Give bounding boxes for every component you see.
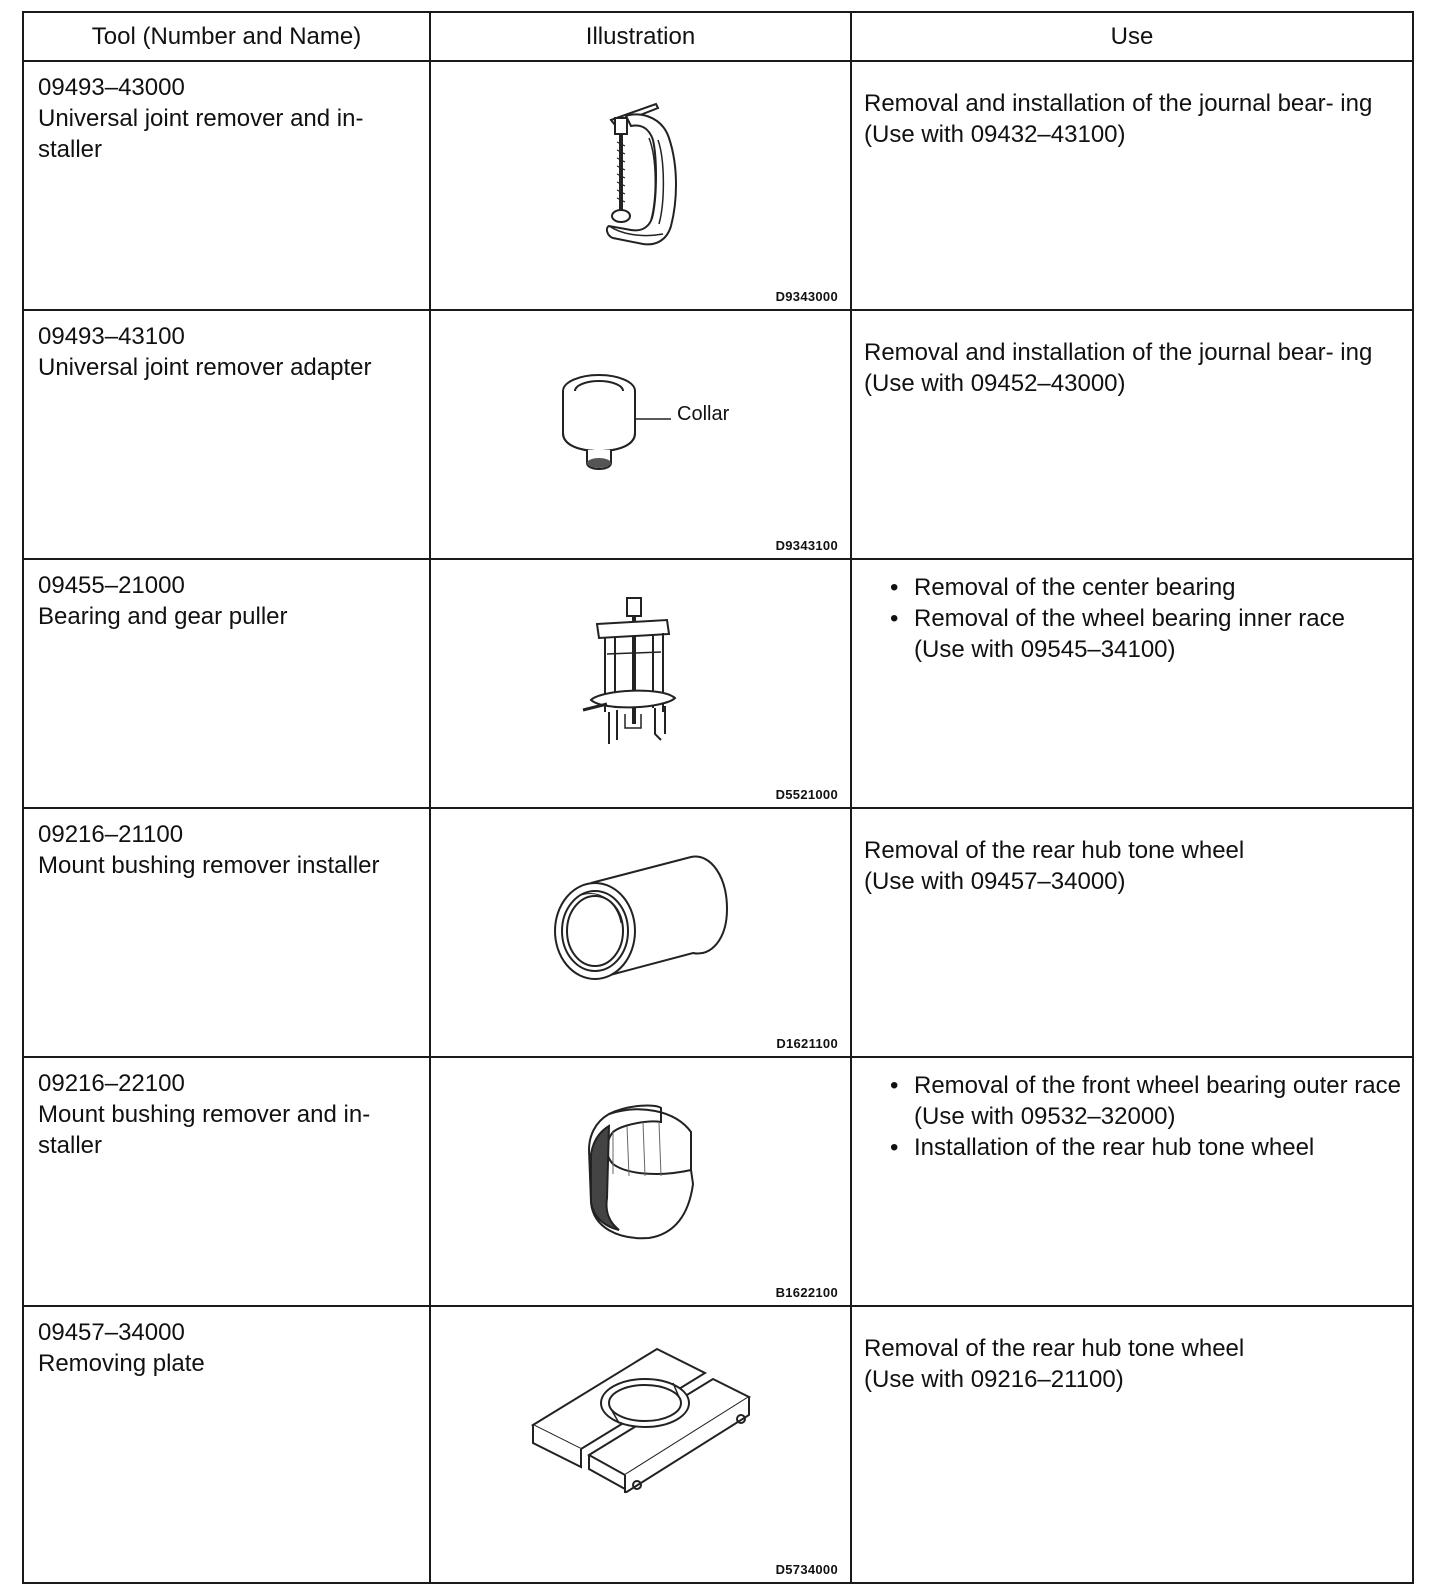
illustration-code: D5521000 [775,787,838,802]
gear-puller-icon [581,594,681,754]
split-plate-icon [527,1343,757,1493]
table-row [23,61,1413,310]
tool-cell [23,559,430,808]
use-text: Removal of the rear hub tone wheel [864,1335,1245,1362]
use-text: Removal and installation of the journal bear- ing [864,90,1373,117]
use-note: (Use with 09457–34000) [864,868,1126,895]
use-cell [851,1057,1413,1306]
illustration-cell [430,1306,851,1583]
adapter-collar-icon [559,371,679,471]
tool-name: Mount bushing remover installer [38,852,380,879]
use-bullet [888,1070,1402,1132]
header-illustration: Illustration [430,12,851,61]
illustration-cell [430,808,851,1057]
use-cell [851,310,1413,559]
header-use: Use [851,12,1413,61]
illustration-code: D5734000 [775,1562,838,1577]
tool-cell [23,1057,430,1306]
use-note: (Use with 09532–32000) [914,1103,1176,1130]
use-bullet-text: Removal of the front wheel bearing outer race [914,1072,1401,1099]
table-row [23,808,1413,1057]
use-note: (Use with 09545–34100) [914,636,1176,663]
use-cell [851,559,1413,808]
cut-bushing-icon [579,1102,709,1242]
illustration-code: D9343100 [775,538,838,553]
tool-cell [23,1306,430,1583]
tool-cell [23,310,430,559]
tool-number: 09216–22100 [38,1070,185,1097]
illustration-cell [430,310,851,559]
use-bullet [888,1132,1402,1163]
tool-number: 09493–43100 [38,323,185,350]
tool-name: Removing plate [38,1350,205,1377]
table-row [23,1306,1413,1583]
tool-cell [23,61,430,310]
use-bullet-list [888,1070,1402,1163]
use-text: Removal of the rear hub tone wheel [864,837,1245,864]
use-bullet-text: Removal of the center bearing [914,574,1236,601]
use-bullet [888,603,1402,665]
use-cell [851,61,1413,310]
special-tools-table [22,11,1414,1584]
tool-name: Mount bushing remover and in- staller [38,1101,371,1159]
table-row [23,559,1413,808]
header-row [23,12,1413,61]
use-bullet-text: Removal of the wheel bearing inner race [914,605,1345,632]
illustration-cell [430,559,851,808]
tool-name: Bearing and gear puller [38,603,288,630]
use-bullet-text: Installation of the rear hub tone wheel [914,1134,1315,1161]
table-row [23,310,1413,559]
illustration-cell [430,61,851,310]
tool-name: Universal joint remover and in- staller [38,105,364,163]
cylinder-sleeve-icon [551,853,731,993]
illustration-code: D1621100 [776,1036,838,1051]
illustration-code: D9343000 [775,289,838,304]
tool-cell [23,808,430,1057]
tool-number: 09455–21000 [38,572,185,599]
use-text: Removal and installation of the journal bear- ing [864,339,1373,366]
use-cell [851,1306,1413,1583]
use-note: (Use with 09452–43000) [864,370,1126,397]
collar-callout: Collar [677,403,730,425]
c-clamp-icon [601,98,691,248]
header-tool: Tool (Number and Name) [23,12,430,61]
use-bullet [888,572,1402,603]
use-cell [851,808,1413,1057]
tool-name: Universal joint remover adapter [38,354,372,381]
illustration-cell [430,1057,851,1306]
table-row [23,1057,1413,1306]
tool-number: 09216–21100 [38,821,184,848]
use-note: (Use with 09216–21100) [864,1366,1124,1393]
tool-number: 09493–43000 [38,74,185,101]
tool-number: 09457–34000 [38,1319,185,1346]
use-note: (Use with 09432–43100) [864,121,1126,148]
illustration-code: B1622100 [775,1285,838,1300]
use-bullet-list [888,572,1402,665]
